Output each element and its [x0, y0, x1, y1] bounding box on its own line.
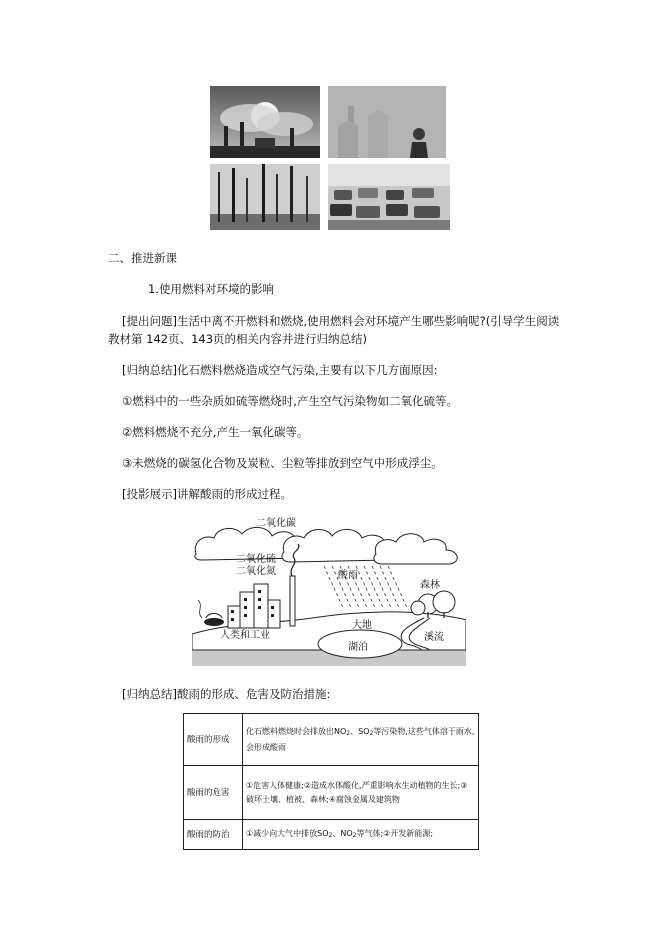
- dead-forest-photo: [210, 164, 320, 230]
- row-key: 酸雨的防治: [184, 820, 243, 850]
- label-co2: 二氧化碳: [256, 518, 296, 529]
- table-row: [184, 820, 479, 850]
- projection-line: [投影展示]讲解酸雨的形成过程。: [122, 487, 292, 501]
- label-acid-rain: 酸雨: [338, 570, 358, 581]
- traffic-jam-photo: [328, 164, 450, 230]
- row-value: ①减少向大气中排放SO2、NO2等气体;②开发新能源;: [243, 820, 479, 850]
- question-line-2: 教材第 142页、143页的相关内容并进行归纳总结): [108, 332, 368, 346]
- acid-rain-summary: [归纳总结]酸雨的形成、危害及防治措施:: [122, 687, 331, 701]
- row-key: 酸雨的危害: [184, 766, 243, 820]
- acid-rain-table: [183, 713, 479, 850]
- label-stream: 溪流: [424, 632, 444, 643]
- acid-rain-diagram: [192, 514, 466, 668]
- table-row: [184, 714, 479, 766]
- subsection-title: 1.使用燃料对环境的影响: [148, 282, 274, 296]
- smog-city-photo: [328, 86, 446, 158]
- label-human-industry: 人类和工业: [220, 630, 270, 641]
- factory-smoke-photo: [210, 86, 320, 158]
- label-no2: 二氧化氮: [236, 566, 276, 577]
- row-key: 酸雨的形成: [184, 714, 243, 766]
- question-line-1: [提出问题]生活中离不开燃料和燃烧,使用燃料会对环境产生哪些影响呢?(引导学生阅读: [122, 314, 560, 328]
- table-row: [184, 766, 479, 820]
- row-value: 化石燃料燃烧时会排放出NO2、SO2等污染物,这些气体溶于雨水,会形成酸雨: [243, 714, 479, 766]
- reason-3: ③未燃烧的碳氢化合物及炭粒、尘粒等排放到空气中形成浮尘。: [122, 456, 443, 470]
- label-forest: 森林: [420, 580, 440, 591]
- reason-1: ①燃料中的一些杂质如硫等燃烧时,产生空气污染物如二氧化硫等。: [122, 394, 458, 408]
- row-value: ①危害人体健康;②造成水体酸化,严重影响水生动植物的生长;③破坏土壤、植被、森林;④腐蚀金属及建筑物: [243, 766, 479, 820]
- label-so2: 二氧化硫: [236, 554, 276, 565]
- label-lake: 湖泊: [348, 642, 368, 653]
- label-land: 大地: [352, 620, 372, 631]
- section-heading: 二、推进新课: [108, 251, 177, 265]
- reason-2: ②燃料燃烧不充分,产生一氧化碳等。: [122, 425, 309, 439]
- summary-intro: [归纳总结]化石燃料燃烧造成空气污染,主要有以下几方面原因:: [122, 363, 438, 377]
